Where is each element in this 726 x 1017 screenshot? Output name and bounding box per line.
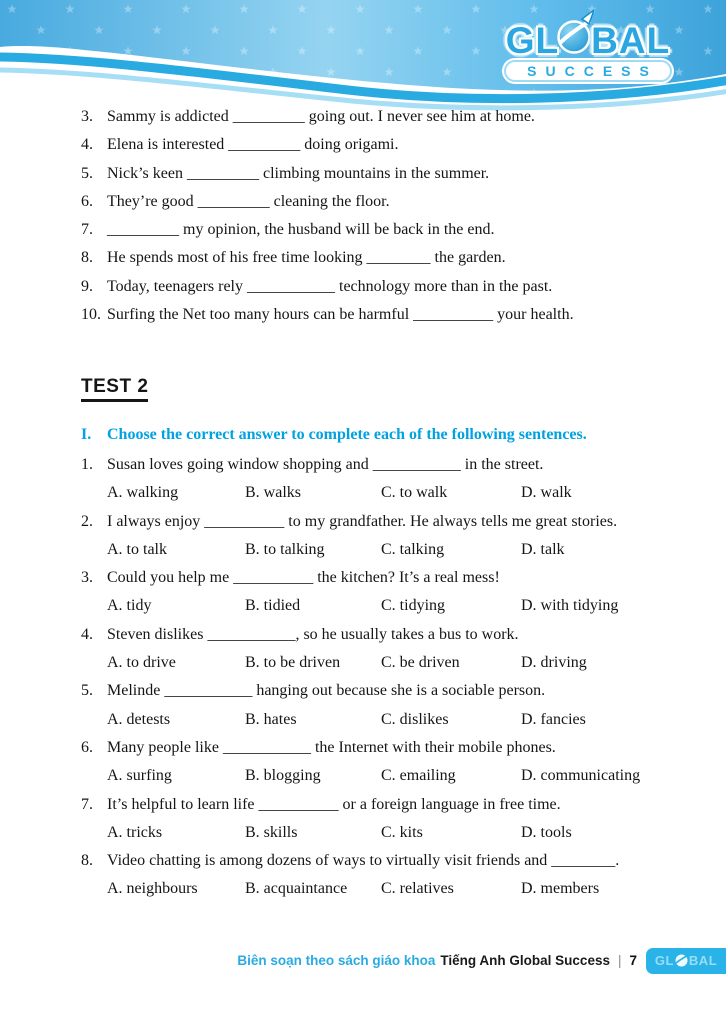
global-success-logo xyxy=(486,18,690,82)
question-number: 1. xyxy=(81,456,93,473)
option-a: A. surfing xyxy=(107,767,172,785)
logo-word-right: BAL xyxy=(591,20,671,61)
item-number: 8. xyxy=(81,249,93,267)
question xyxy=(81,621,705,678)
section-numeral: I. xyxy=(81,426,92,443)
question-text: Melinde ___________ hanging out because she is a sociable person. xyxy=(107,682,546,700)
footer-credit-highlight: Biên soạn theo sách giáo khoa xyxy=(237,953,436,968)
option-d: D. talk xyxy=(521,540,565,558)
option-c: C. kits xyxy=(381,823,423,841)
option-a: A. detests xyxy=(107,710,171,728)
option-d: D. walk xyxy=(521,484,572,502)
section-title: Choose the correct answer to complete each of the following sentences. xyxy=(107,426,587,443)
item-text: Nick’s keen _________ climbing mountains in the summer. xyxy=(107,164,490,182)
item-number: 5. xyxy=(81,164,93,182)
question xyxy=(81,847,705,904)
item-text: Today, teenagers rely ___________ technology more than in the past. xyxy=(107,277,553,295)
footer-book-title: Tiếng Anh Global Success xyxy=(440,953,610,968)
option-a: A. tidy xyxy=(107,597,152,615)
item-text: They’re good _________ cleaning the floor. xyxy=(107,192,390,210)
option-c: C. relatives xyxy=(381,880,454,898)
option-d: D. tools xyxy=(521,823,572,841)
fill-item xyxy=(81,103,681,131)
option-c: C. to walk xyxy=(381,484,448,502)
option-b: B. skills xyxy=(245,823,298,841)
option-a: A. neighbours xyxy=(107,880,198,898)
question-number: 7. xyxy=(81,795,93,813)
item-text: Surfing the Net too many hours can be harmful __________ your health. xyxy=(107,306,574,324)
question-text: I always enjoy __________ to my grandfather. He always tells me great stories. xyxy=(107,512,618,530)
badge-text-left: GL xyxy=(654,953,674,968)
option-a: A. to talk xyxy=(107,540,167,558)
option-b: B. acquaintance xyxy=(245,880,348,898)
option-c: C. emailing xyxy=(381,767,456,785)
badge-globe-icon xyxy=(675,954,688,967)
question xyxy=(81,677,705,734)
footer-global-badge xyxy=(646,948,726,974)
option-b: B. tidied xyxy=(245,597,301,615)
item-text: He spends most of his free time looking ________ the garden. xyxy=(107,249,506,267)
option-b: B. to talking xyxy=(245,540,325,558)
option-d: D. communicating xyxy=(521,767,641,785)
question xyxy=(81,791,705,848)
option-d: D. members xyxy=(521,880,600,898)
question xyxy=(81,508,705,565)
question-text: Could you help me __________ the kitchen? It’s a real mess! xyxy=(107,569,500,587)
footer-separator: | xyxy=(617,953,622,968)
page-header-banner xyxy=(0,0,726,118)
fill-item xyxy=(81,131,681,159)
option-b: B. blogging xyxy=(245,767,321,785)
item-text: Elena is interested _________ doing origami. xyxy=(107,136,399,154)
item-number: 7. xyxy=(81,221,93,239)
item-text: Sammy is addicted _________ going out. I never see him at home. xyxy=(107,108,535,125)
question-text: Steven dislikes ___________, so he usually takes a bus to work. xyxy=(107,625,519,643)
option-b: B. walks xyxy=(245,484,301,502)
fill-item xyxy=(81,216,681,244)
item-number: 4. xyxy=(81,136,93,154)
test-heading: TEST 2 xyxy=(81,376,148,402)
item-number: 3. xyxy=(81,108,93,125)
option-a: A. to drive xyxy=(107,654,176,672)
item-number: 6. xyxy=(81,192,93,210)
question-text: It’s helpful to learn life __________ or a foreign language in free time. xyxy=(107,795,561,813)
option-b: B. hates xyxy=(245,710,297,728)
option-d: D. fancies xyxy=(521,710,586,728)
logo-word-left: GL xyxy=(505,20,560,61)
option-a: A. walking xyxy=(107,484,179,502)
question xyxy=(81,451,705,508)
fill-item xyxy=(81,160,681,188)
multiple-choice-questions xyxy=(81,451,705,904)
question-text: Video chatting is among dozens of ways to virtually visit friends and ________. xyxy=(107,852,620,870)
question xyxy=(81,564,705,621)
page-number: 7 xyxy=(629,953,637,968)
section-heading xyxy=(81,424,701,446)
option-a: A. tricks xyxy=(107,823,163,841)
item-number: 10. xyxy=(81,306,101,324)
option-c: C. talking xyxy=(381,540,445,558)
option-d: D. with tidying xyxy=(521,597,619,615)
option-c: C. be driven xyxy=(381,654,460,672)
fill-in-exercise-list xyxy=(81,103,681,329)
question-number: 6. xyxy=(81,738,93,756)
item-number: 9. xyxy=(81,277,93,295)
logo-success-banner: SUCCESS xyxy=(504,60,672,82)
question-number: 5. xyxy=(81,682,93,700)
question-text: Susan loves going window shopping and ___________ in the street. xyxy=(107,456,544,473)
logo-wordmark xyxy=(486,18,690,64)
option-b: B. to be driven xyxy=(245,654,341,672)
badge-text-right: BAL xyxy=(688,953,718,968)
question-number: 3. xyxy=(81,569,93,587)
fill-item xyxy=(81,301,681,329)
option-c: C. dislikes xyxy=(381,710,449,728)
question xyxy=(81,734,705,791)
fill-item xyxy=(81,188,681,216)
option-c: C. tidying xyxy=(381,597,446,615)
page-footer xyxy=(0,947,726,974)
question-number: 2. xyxy=(81,512,93,530)
question-number: 4. xyxy=(81,625,93,643)
item-text: _________ my opinion, the husband will be back in the end. xyxy=(107,221,495,239)
globe-arrow-icon xyxy=(556,8,594,64)
fill-item xyxy=(81,273,681,301)
question-text: Many people like ___________ the Internet with their mobile phones. xyxy=(107,738,556,756)
option-d: D. driving xyxy=(521,654,587,672)
fill-item xyxy=(81,244,681,272)
question-number: 8. xyxy=(81,852,93,870)
